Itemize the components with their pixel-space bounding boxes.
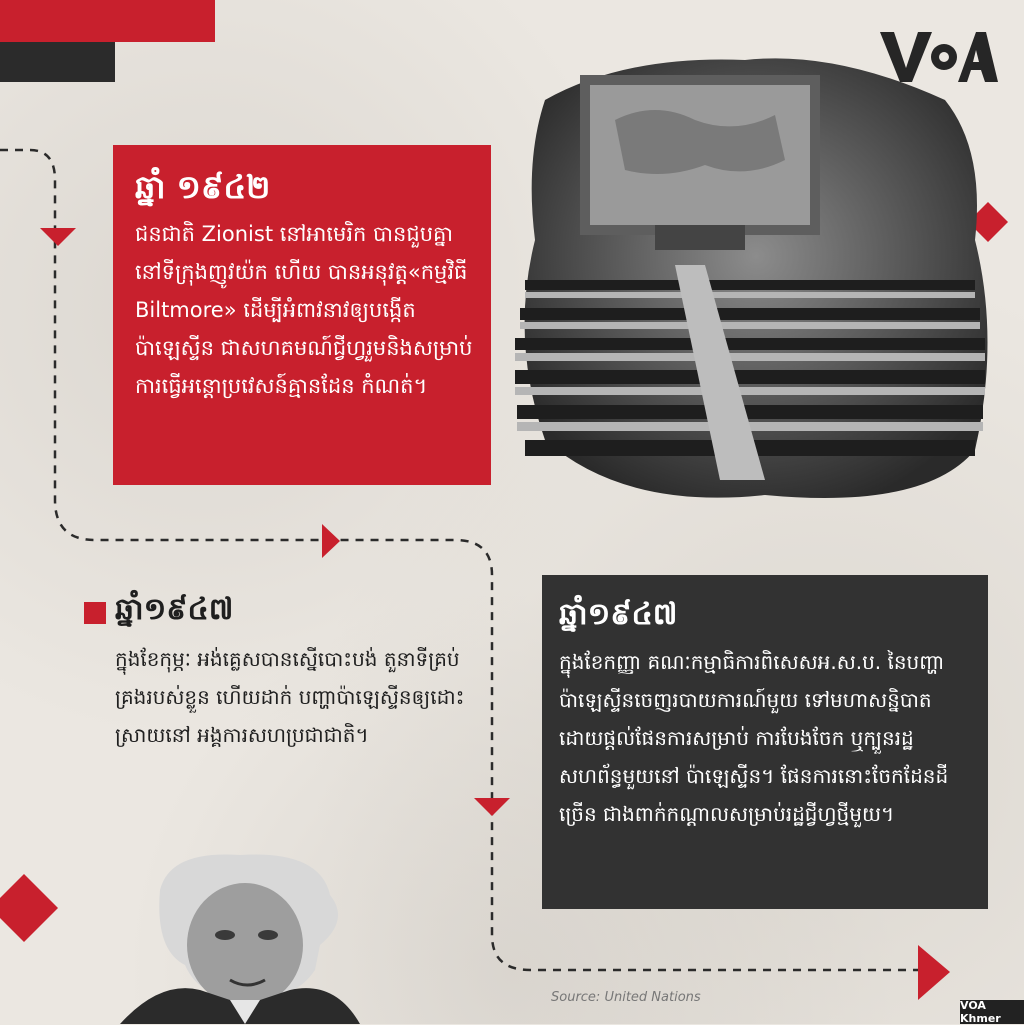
- source-credit: Source: United Nations: [551, 990, 701, 1005]
- portrait-photo: [120, 850, 360, 1024]
- arrow-down-icon: [474, 798, 510, 816]
- arrow-right-icon: [322, 524, 340, 558]
- entry-text-1947-feb: ក្នុងខែកុម្ភៈ អង់គ្លេសបានស្នើបោះបង់ តួនាទីគ្រប់គ្រងរបស់ខ្លួន ហើយដាក់ បញ្ហាប៉ាឡេស្ទីនឲ្យដោះស្រាយនៅ អង្គការសហប្រជាជាតិ។: [115, 647, 465, 747]
- card-year-1947-sep: ឆ្នាំ១៩៤៧: [559, 597, 678, 632]
- arrow-down-icon: [40, 228, 76, 246]
- timeline-card-1947-sep: [542, 575, 988, 909]
- voa-khmer-tag: VOA Khmer: [960, 1000, 1024, 1024]
- diamond-icon: [0, 874, 58, 942]
- bullet-square-icon: [84, 602, 106, 624]
- arrow-right-icon: [918, 945, 950, 1000]
- timeline-card-1942: [113, 145, 491, 485]
- card-text-1942: ជនជាតិ Zionist នៅអាមេរិក បានជួបគ្នានៅទីក្រុងញូវយ៉ក ហើយ បានអនុវត្ត«កម្មវិធី Biltmore» ដើម្បីអំពាវនាវឲ្យបង្កើតប៉ាឡេស្ទីន ជាសហគមណ៍ជ្វីហ្វរួមនិងសម្រាប់ ការធ្វើអន្តោប្រវេសន៍គ្មានដែន កំណត់។: [135, 222, 473, 398]
- card-year-1942: ឆ្នាំ ១៩៤២: [135, 168, 271, 206]
- general-assembly-photo: [505, 40, 995, 510]
- card-text-1947-sep: ក្នុងខែកញ្ញា គណៈកម្មាធិការពិសេសអ.ស.ប. នៃបញ្ហាប៉ាឡេស្ទីនចេញរបាយការណ៍មួយ ទៅមហាសន្និបាត ដោយផ្តល់ផែនការសម្រាប់ ការបែងចែក ឬក្បួនរដ្ឋសហព័ន្ធមួយនៅ ប៉ាឡេស្ទីន។ ផែនការនោះចែកដែនដីច្រើន ជាងពាក់កណ្តាលសម្រាប់រដ្ឋជ្វីហ្វថ្មីមួយ។: [559, 650, 949, 826]
- entry-year-1947-feb: ឆ្នាំ១៩៤៧: [115, 592, 234, 627]
